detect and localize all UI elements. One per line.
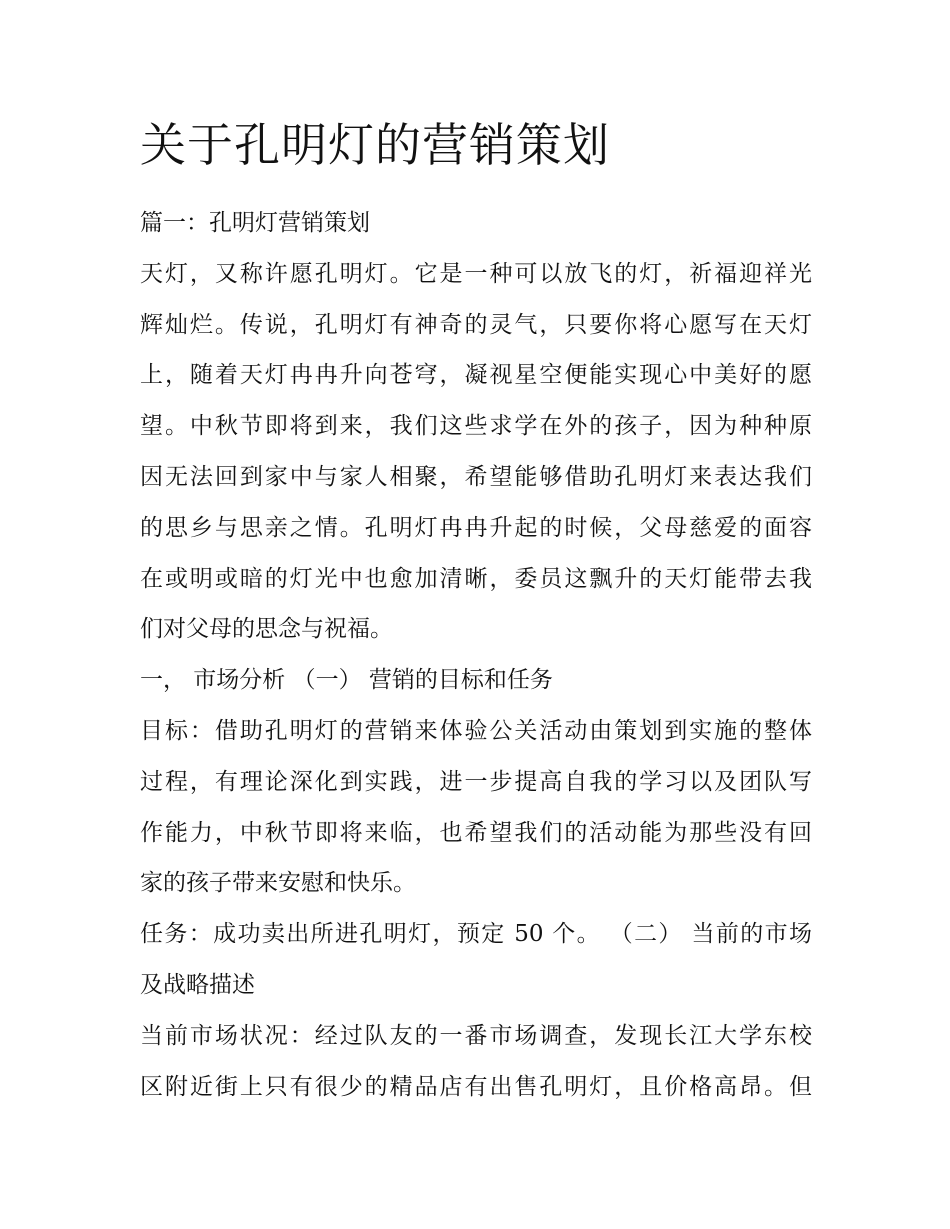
paragraph-line: 过程，有理论深化到实践，进一步提高自我的学习以及团队写 xyxy=(140,768,812,795)
section-heading: 一， 市场分析 （一） 营销的目标和任务 xyxy=(140,667,553,694)
paragraph-line: 任务：成功卖出所进孔明灯，预定 50 个。 （二） 当前的市场 xyxy=(140,921,812,948)
paragraph-line: 区附近街上只有很少的精品店有出售孔明灯，且价格高昂。但 xyxy=(140,1073,812,1100)
document-page xyxy=(140,110,812,1112)
paragraph-line: 因无法回到家中与家人相聚，希望能够借助孔明灯来表达我们 xyxy=(140,463,812,490)
paragraph-line: 天灯，又称许愿孔明灯。它是一种可以放飞的灯，祈福迎祥光 xyxy=(140,260,812,287)
paragraph-line: 目标：借助孔明灯的营销来体验公关活动由策划到实施的整体 xyxy=(140,717,812,744)
paragraph-line: 望。中秋节即将到来，我们这些求学在外的孩子，因为种种原 xyxy=(140,413,812,440)
paragraph-line: 作能力，中秋节即将来临，也希望我们的活动能为那些没有回 xyxy=(140,819,812,846)
paragraph-line: 当前市场状况：经过队友的一番市场调查，发现长江大学东校 xyxy=(140,1022,812,1049)
paragraph-line: 及战略描述 xyxy=(140,971,255,998)
section-heading: 篇一：孔明灯营销策划 xyxy=(140,210,370,236)
paragraph-line: 在或明或暗的灯光中也愈加清晰，委员这飘升的天灯能带去我 xyxy=(140,565,812,592)
document-title: 关于孔明灯的营销策划 xyxy=(140,118,610,172)
paragraph-line: 的思乡与思亲之情。孔明灯冉冉升起的时候，父母慈爱的面容 xyxy=(140,514,812,541)
paragraph-line: 们对父母的思念与祝福。 xyxy=(140,616,393,643)
paragraph-line: 家的孩子带来安慰和快乐。 xyxy=(140,870,416,897)
paragraph-line: 上，随着天灯冉冉升向苍穹，凝视星空便能实现心中美好的愿 xyxy=(140,362,812,389)
paragraph-line: 辉灿烂。传说，孔明灯有神奇的灵气，只要你将心愿写在天灯 xyxy=(140,311,812,338)
